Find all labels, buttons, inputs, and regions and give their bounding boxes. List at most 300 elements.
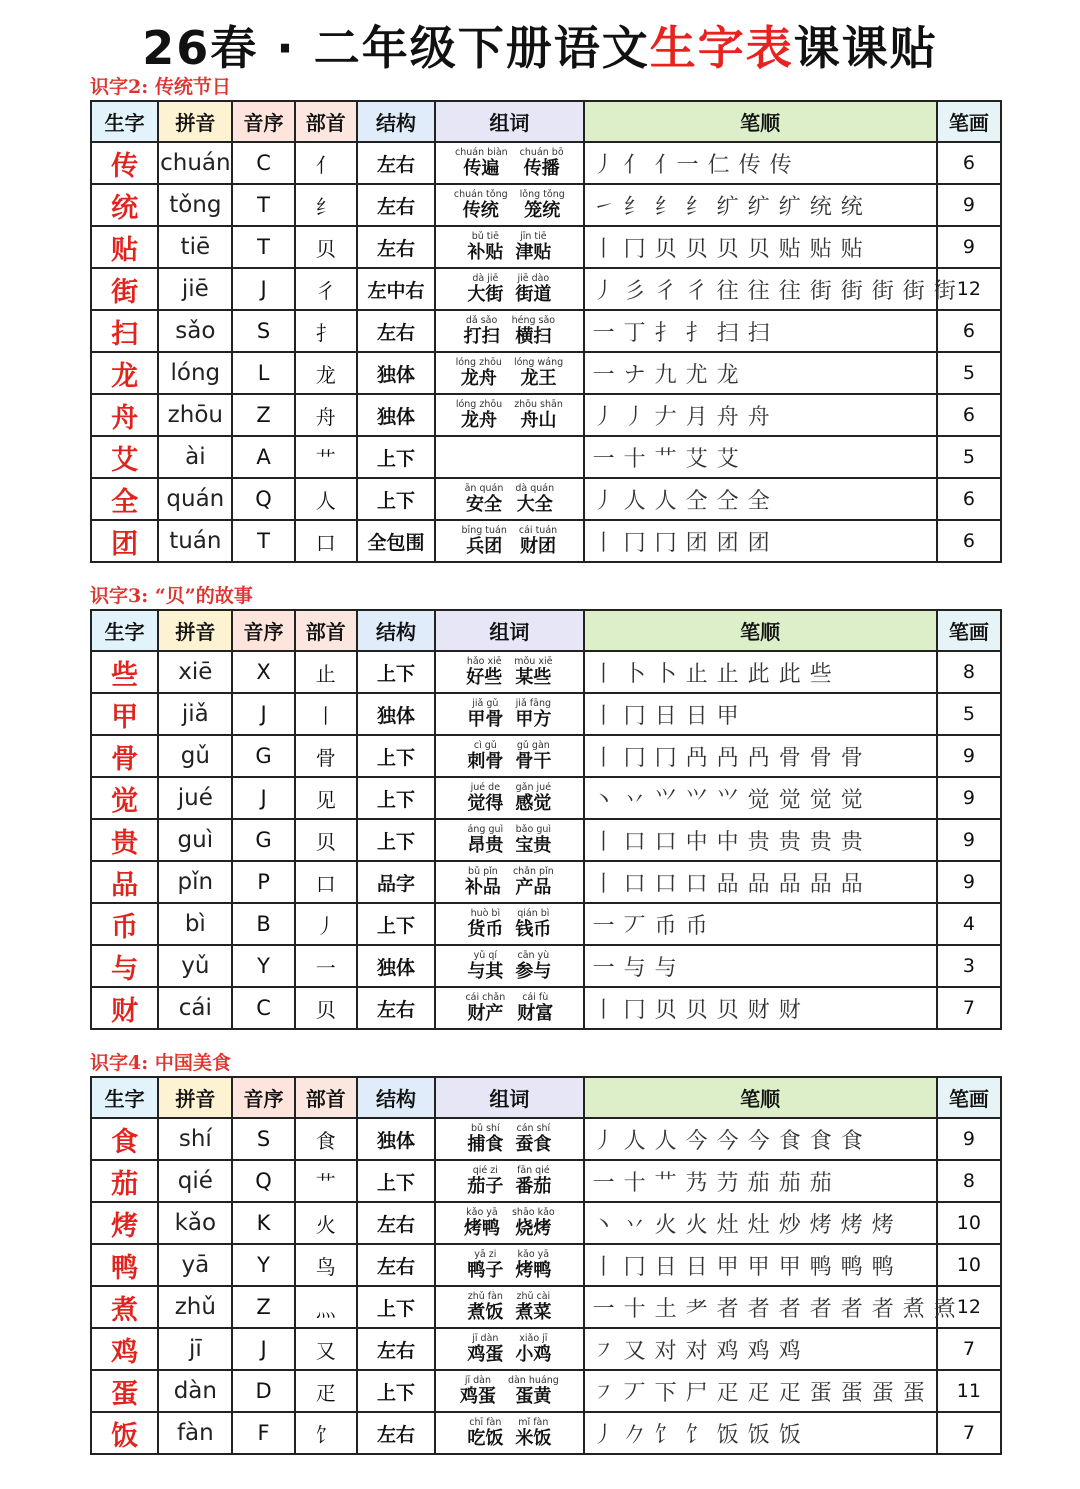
- word-chars: 番茄: [515, 1175, 552, 1197]
- stroke-step: 冂: [623, 236, 646, 262]
- word-cell: [435, 310, 583, 352]
- stroke-step: 火: [685, 1212, 708, 1238]
- word-pinyin: lóng zhōu: [455, 398, 503, 410]
- stroke-step: 统: [840, 194, 863, 220]
- stroke-step: 口: [623, 829, 646, 855]
- stroke-step: 烤: [809, 1212, 832, 1238]
- stroke-step: 贵: [747, 829, 770, 855]
- stroke-step: 品: [809, 871, 832, 897]
- yinxu-cell: J: [232, 1328, 294, 1370]
- stroke-step: 一: [592, 362, 615, 388]
- stroke-count-cell: 9: [937, 861, 1001, 903]
- table-row: [91, 651, 1001, 693]
- stroke-step: 对: [685, 1338, 708, 1364]
- stroke-step: 茄: [778, 1170, 801, 1196]
- stroke-step: 纩: [778, 194, 801, 220]
- stroke-step: ナ: [623, 362, 646, 388]
- pinyin-cell: kǎo: [158, 1202, 232, 1244]
- yinxu-cell: G: [232, 819, 294, 861]
- stroke-step: 蛋: [840, 1380, 863, 1406]
- stroke-step: 止: [685, 661, 708, 687]
- stroke-step: 十: [623, 446, 646, 472]
- stroke-step: 团: [685, 530, 708, 556]
- header-shengzi: 生字: [91, 101, 158, 142]
- word-pinyin: bǔ shí: [471, 1122, 500, 1134]
- header-bishun: 笔顺: [584, 1077, 937, 1118]
- stroke-step: 街: [840, 278, 863, 304]
- pinyin-cell: sǎo: [158, 310, 232, 352]
- yinxu-cell: T: [232, 226, 294, 268]
- bushou-cell: 火: [295, 1202, 357, 1244]
- yinxu-cell: T: [232, 184, 294, 226]
- word-chars: 打扫: [463, 325, 500, 347]
- section-shizi-3: [90, 583, 1002, 1030]
- word-chars: 舟山: [520, 409, 557, 431]
- stroke-step: 者: [840, 1296, 863, 1322]
- character-cell: 鸭: [91, 1244, 158, 1286]
- bushou-cell: 灬: [295, 1286, 357, 1328]
- stroke-step: 饭: [716, 1422, 739, 1448]
- word-pinyin: bǔ tiē: [471, 230, 499, 242]
- word-cell: [435, 394, 583, 436]
- bushou-cell: 纟: [295, 184, 357, 226]
- word-cell: [435, 1328, 583, 1370]
- page-title: 26春 · 二年级下册语文生字表课课贴: [142, 21, 938, 75]
- word-chars: 安全: [465, 493, 502, 515]
- stroke-step: 彳: [685, 278, 708, 304]
- structure-cell: 左右: [357, 310, 435, 352]
- character-cell: 煮: [91, 1286, 158, 1328]
- table-row: [91, 1118, 1001, 1160]
- word-chars: 捕食: [467, 1133, 504, 1155]
- structure-cell: 左中右: [357, 268, 435, 310]
- stroke-step: 丷: [623, 1212, 646, 1238]
- word-item: [466, 656, 502, 689]
- stroke-step: 往: [716, 278, 739, 304]
- stroke-step: 又: [623, 1338, 646, 1364]
- character-cell: 骨: [91, 735, 158, 777]
- word-pinyin: cái fù: [522, 991, 549, 1003]
- word-pinyin: dǎ sǎo: [465, 314, 498, 326]
- table-row: [91, 903, 1001, 945]
- structure-cell: 上下: [357, 1370, 435, 1412]
- word-chars: 财富: [517, 1002, 554, 1024]
- word-item: [462, 525, 507, 558]
- word-chars: 财团: [520, 535, 557, 557]
- stroke-count-cell: 10: [937, 1244, 1001, 1286]
- stroke-step: 丨: [592, 703, 615, 729]
- structure-cell: 左右: [357, 142, 435, 184]
- table-row: [91, 268, 1001, 310]
- pinyin-cell: jiē: [158, 268, 232, 310]
- word-cell: [435, 184, 583, 226]
- word-chars: 感觉: [515, 792, 552, 814]
- word-chars: 宝贵: [515, 834, 552, 856]
- pinyin-cell: quán: [158, 478, 232, 520]
- stroke-step: 丷: [623, 787, 646, 813]
- word-chars: 大全: [516, 493, 553, 515]
- word-cell: [435, 1160, 583, 1202]
- stroke-order-cell: [584, 226, 937, 268]
- bushou-cell: 见: [295, 777, 357, 819]
- stroke-order-cell: [584, 352, 937, 394]
- stroke-step: 耂: [685, 1296, 708, 1322]
- stroke-count-cell: 5: [937, 352, 1001, 394]
- stroke-count-cell: 7: [937, 987, 1001, 1029]
- stroke-step: 丿: [592, 404, 615, 430]
- character-cell: 全: [91, 478, 158, 520]
- stroke-step: 鸡: [778, 1338, 801, 1364]
- word-chars: 鸡蛋: [459, 1385, 496, 1407]
- word-item: [514, 656, 552, 689]
- yinxu-cell: Z: [232, 1286, 294, 1328]
- yinxu-cell: C: [232, 987, 294, 1029]
- stroke-step: 食: [778, 1128, 801, 1154]
- word-pinyin: mǒu xiē: [514, 655, 553, 667]
- bushou-cell: 鸟: [295, 1244, 357, 1286]
- stroke-step: 日: [685, 703, 708, 729]
- stroke-step: 丶: [592, 1212, 615, 1238]
- stroke-step: 仝: [716, 488, 739, 514]
- pinyin-cell: gǔ: [158, 735, 232, 777]
- stroke-step: 食: [809, 1128, 832, 1154]
- word-pinyin: jī dàn: [464, 1374, 492, 1386]
- header-jiegou: 结构: [357, 1077, 435, 1118]
- stroke-step: 疋: [747, 1380, 770, 1406]
- structure-cell: 上下: [357, 777, 435, 819]
- stroke-order-cell: [584, 1412, 937, 1454]
- bushou-cell: 口: [295, 520, 357, 562]
- stroke-count-cell: 5: [937, 436, 1001, 478]
- word-chars: 甲方: [515, 708, 552, 730]
- word-item: [512, 1207, 555, 1240]
- pinyin-cell: pǐn: [158, 861, 232, 903]
- table-row: [91, 436, 1001, 478]
- stroke-step: 仁: [707, 152, 730, 178]
- stroke-order-cell: [584, 903, 937, 945]
- word-cell: [435, 903, 583, 945]
- stroke-step: 十: [623, 1296, 646, 1322]
- character-cell: 贵: [91, 819, 158, 861]
- word-item: [515, 908, 551, 941]
- stroke-step: 丿: [592, 488, 615, 514]
- pinyin-cell: lóng: [158, 352, 232, 394]
- word-item: [514, 357, 563, 390]
- stroke-step: 币: [654, 913, 677, 939]
- word-chars: 蛋黄: [515, 1385, 552, 1407]
- stroke-count-cell: 6: [937, 310, 1001, 352]
- word-item: [467, 1417, 503, 1450]
- word-item: [513, 866, 554, 899]
- stroke-step: 冂: [623, 703, 646, 729]
- word-item: [515, 1123, 551, 1156]
- stroke-order-cell: [584, 184, 937, 226]
- stroke-order-cell: [584, 1328, 937, 1370]
- stroke-step: 芀: [716, 1170, 739, 1196]
- character-cell: 蛋: [91, 1370, 158, 1412]
- stroke-step: 街: [809, 278, 832, 304]
- stroke-order-cell: [584, 478, 937, 520]
- yinxu-cell: J: [232, 777, 294, 819]
- stroke-step: 日: [654, 703, 677, 729]
- stroke-step: 丨: [592, 745, 615, 771]
- stroke-step: 尸: [685, 1380, 708, 1406]
- stroke-order-cell: [584, 268, 956, 310]
- yinxu-cell: L: [232, 352, 294, 394]
- yinxu-cell: A: [232, 436, 294, 478]
- stroke-step: ㇇: [592, 1380, 615, 1406]
- stroke-step: 一: [592, 955, 615, 981]
- stroke-step: 今: [685, 1128, 708, 1154]
- header-bishun: 笔顺: [584, 610, 937, 651]
- header-row: [91, 1077, 1001, 1118]
- structure-cell: 左右: [357, 1412, 435, 1454]
- stroke-step: 口: [623, 871, 646, 897]
- yinxu-cell: G: [232, 735, 294, 777]
- stroke-step: 丁: [623, 320, 646, 346]
- table-row: [91, 520, 1001, 562]
- pinyin-cell: jiǎ: [158, 693, 232, 735]
- stroke-step: 骨: [778, 745, 801, 771]
- stroke-step: 扫: [747, 320, 770, 346]
- word-pinyin: shāo kǎo: [511, 1206, 555, 1218]
- bushou-cell: 饣: [295, 1412, 357, 1454]
- stroke-step: 亻一: [654, 152, 699, 178]
- character-cell: 贴: [91, 226, 158, 268]
- word-pinyin: dàn huáng: [507, 1374, 559, 1386]
- pinyin-cell: shí: [158, 1118, 232, 1160]
- table-row: [91, 1160, 1001, 1202]
- word-item: [515, 273, 551, 306]
- pinyin-cell: jué: [158, 777, 232, 819]
- yinxu-cell: S: [232, 1118, 294, 1160]
- section-label: 识字3: “贝”的故事: [90, 585, 253, 607]
- bushou-cell: 人: [295, 478, 357, 520]
- stroke-order-cell: [584, 693, 937, 735]
- stroke-count-cell: 3: [937, 945, 1001, 987]
- word-pinyin: áng guì: [467, 823, 504, 835]
- word-pinyin: gǔ gàn: [516, 739, 550, 751]
- structure-cell: 上下: [357, 819, 435, 861]
- word-chars: 产品: [515, 876, 552, 898]
- bushou-cell: 贝: [295, 226, 357, 268]
- word-pinyin: lóng zhōu: [455, 356, 502, 368]
- word-item: [467, 1291, 503, 1324]
- stroke-count-cell: 9: [937, 735, 1001, 777]
- word-pinyin: chī fàn: [469, 1416, 502, 1428]
- stroke-order-cell: [584, 1160, 937, 1202]
- stroke-step: 人: [623, 488, 646, 514]
- stroke-step: 食: [840, 1128, 863, 1154]
- stroke-step: 贴: [809, 236, 832, 262]
- structure-cell: 上下: [357, 651, 435, 693]
- stroke-step: 纟: [685, 194, 708, 220]
- yinxu-cell: Y: [232, 1244, 294, 1286]
- stroke-step: 冂: [623, 530, 646, 556]
- word-item: [512, 315, 556, 348]
- table-row: [91, 226, 1001, 268]
- stroke-step: 冎: [716, 745, 739, 771]
- word-pinyin: dà quán: [515, 482, 555, 494]
- stroke-step: 龙: [716, 362, 739, 388]
- stroke-count-cell: 9: [937, 777, 1001, 819]
- stroke-step: 者: [871, 1296, 894, 1322]
- bushou-cell: 又: [295, 1328, 357, 1370]
- pinyin-cell: qié: [158, 1160, 232, 1202]
- stroke-step: 一: [592, 1170, 615, 1196]
- word-cell: [435, 987, 583, 1029]
- stroke-step: 一: [592, 446, 615, 472]
- character-cell: 艾: [91, 436, 158, 478]
- stroke-step: 丨: [592, 997, 615, 1023]
- stroke-step: 骨: [809, 745, 832, 771]
- word-chars: 补贴: [467, 241, 504, 263]
- word-item: [467, 231, 503, 264]
- stroke-step: 烤: [871, 1212, 894, 1238]
- word-item: [454, 189, 508, 222]
- stroke-order-cell: [584, 1244, 937, 1286]
- stroke-step: 烤: [840, 1212, 863, 1238]
- stroke-step: 煮: [902, 1296, 925, 1322]
- word-item: [455, 147, 508, 180]
- character-cell: 币: [91, 903, 158, 945]
- stroke-count-cell: 9: [937, 1118, 1001, 1160]
- bushou-cell: 龙: [295, 352, 357, 394]
- stroke-step: 传: [738, 152, 761, 178]
- structure-cell: 独体: [357, 945, 435, 987]
- word-chars: 补品: [464, 876, 501, 898]
- pinyin-cell: bì: [158, 903, 232, 945]
- title-highlight: 生字表: [649, 21, 794, 75]
- word-chars: 米饭: [515, 1427, 552, 1449]
- character-cell: 团: [91, 520, 158, 562]
- word-pinyin: zhōu shān: [514, 398, 563, 410]
- word-chars: 茄子: [467, 1175, 504, 1197]
- stroke-step: ㇇: [592, 1338, 615, 1364]
- stroke-count-cell: 12: [937, 268, 1001, 310]
- word-item: [515, 1291, 551, 1324]
- word-item: [515, 950, 551, 983]
- stroke-step: 丨: [592, 530, 615, 556]
- stroke-step: 饭: [778, 1422, 801, 1448]
- word-cell: [435, 945, 583, 987]
- header-row: [91, 610, 1001, 651]
- table-row: [91, 1286, 1001, 1328]
- stroke-step: 街: [902, 278, 925, 304]
- table-row: [91, 693, 1001, 735]
- word-chars: 津贴: [515, 241, 552, 263]
- word-chars: 龙舟: [460, 367, 497, 389]
- word-chars: 参与: [515, 960, 552, 982]
- stroke-count-cell: 7: [937, 1328, 1001, 1370]
- stroke-step: 人: [654, 1128, 677, 1154]
- word-chars: 鸭子: [467, 1259, 504, 1281]
- word-pinyin: chǎn pǐn: [512, 865, 554, 877]
- stroke-step: 蛋: [902, 1380, 925, 1406]
- stroke-step: 品: [778, 871, 801, 897]
- header-zuci: 组词: [435, 1077, 583, 1118]
- word-item: [467, 698, 503, 731]
- word-pinyin: lóng wáng: [513, 356, 564, 368]
- stroke-count-cell: 9: [937, 226, 1001, 268]
- word-pinyin: jiē dào: [517, 272, 550, 284]
- stroke-step: 冂: [654, 745, 677, 771]
- word-chars: 刺骨: [467, 750, 504, 772]
- word-cell: [435, 352, 583, 394]
- yinxu-cell: Y: [232, 945, 294, 987]
- stroke-step: 觉: [778, 787, 801, 813]
- stroke-step: 纩: [747, 194, 770, 220]
- table-row: [91, 1370, 1001, 1412]
- header-yinxu: 音序: [232, 1077, 294, 1118]
- bushou-cell: 丿: [295, 903, 357, 945]
- word-cell: [435, 142, 583, 184]
- word-item: [515, 483, 554, 516]
- header-bushou: 部首: [295, 101, 357, 142]
- word-pinyin: gǎn jué: [515, 781, 552, 793]
- word-cell: [435, 819, 583, 861]
- stroke-step: 冂: [623, 745, 646, 771]
- bushou-cell: 艹: [295, 1160, 357, 1202]
- stroke-step: 十: [623, 1170, 646, 1196]
- word-chars: 传遍: [463, 157, 500, 179]
- stroke-step: 口: [654, 829, 677, 855]
- stroke-step: 与: [654, 955, 677, 981]
- bushou-cell: 贝: [295, 987, 357, 1029]
- header-jiegou: 结构: [357, 101, 435, 142]
- yinxu-cell: Z: [232, 394, 294, 436]
- word-chars: 大街: [467, 283, 504, 305]
- word-cell: [435, 268, 583, 310]
- word-cell: [435, 1370, 583, 1412]
- pinyin-cell: yā: [158, 1244, 232, 1286]
- stroke-step: 贵: [840, 829, 863, 855]
- yinxu-cell: K: [232, 1202, 294, 1244]
- table-row: [91, 1244, 1001, 1286]
- bushou-cell: 扌: [295, 310, 357, 352]
- stroke-step: 茄: [809, 1170, 832, 1196]
- word-pinyin: kǎo yā: [466, 1206, 498, 1218]
- stroke-step: 九: [654, 362, 677, 388]
- stroke-step: 扌: [654, 320, 677, 346]
- character-cell: 食: [91, 1118, 158, 1160]
- stroke-step: 冂: [654, 530, 677, 556]
- character-cell: 饭: [91, 1412, 158, 1454]
- table-row: [91, 735, 1001, 777]
- word-item: [515, 782, 551, 815]
- word-pinyin: cān yù: [517, 949, 550, 961]
- stroke-order-cell: [584, 861, 937, 903]
- pinyin-cell: ài: [158, 436, 232, 478]
- word-chars: 龙王: [520, 367, 557, 389]
- stroke-step: 𠂊: [623, 1422, 646, 1448]
- stroke-step: 丨: [592, 871, 615, 897]
- word-item: [467, 782, 503, 815]
- stroke-step: 贴: [840, 236, 863, 262]
- word-chars: 街道: [515, 283, 552, 305]
- header-row: [91, 101, 1001, 142]
- stroke-step: 疋: [716, 1380, 739, 1406]
- structure-cell: 左右: [357, 1202, 435, 1244]
- stroke-step: 艾: [685, 446, 708, 472]
- word-chars: 某些: [515, 666, 552, 688]
- bushou-cell: 一: [295, 945, 357, 987]
- stroke-step: 与: [623, 955, 646, 981]
- stroke-step: 艾: [716, 446, 739, 472]
- pinyin-cell: tiē: [158, 226, 232, 268]
- character-cell: 统: [91, 184, 158, 226]
- stroke-step: 街: [933, 278, 956, 304]
